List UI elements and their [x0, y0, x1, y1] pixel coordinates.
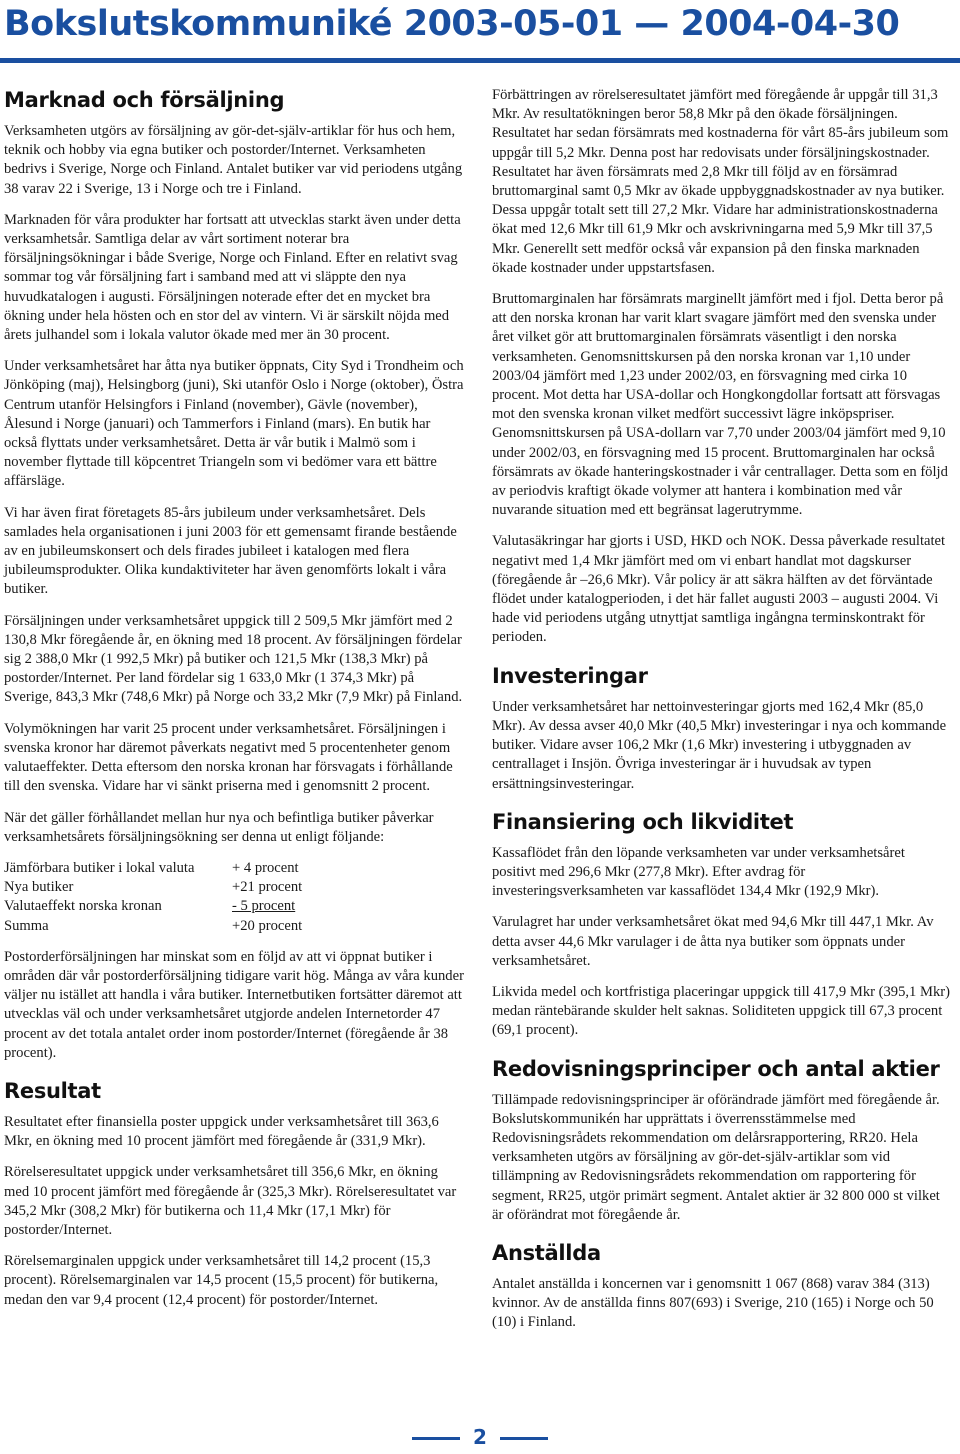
footer-rule-left — [412, 1437, 460, 1440]
paragraph: Likvida medel och kortfristiga placeringar uppgick till 417,9 Mkr (395,1 Mkr) medan räntebärande skulder helt saknas. Soliditeten uppgick till 67,3 procent (69,1 procent). — [492, 983, 950, 1039]
table-cell-value: +20 procent — [232, 917, 303, 934]
paragraph: Bruttomarginalen har försämrats marginellt jämfört med i fjol. Detta beror på att den norska kronan har varit klart svagare jämfört med den svenska under året vilket gör att bruttomarginalen försämrats väsentligt i den norska verksamheten. Genomsnittskursen på den norska kronan var 1,10 under 2003/04 jämfört med 1,23 under 2002/03, en försvagning med cirka 10 procent. Mot detta har USA-dollar och Hongkongdollar fortsatt att försvagas mot den svenska kronan vilket medfört successivt lägre inköpspriser. Genomsnittskursen på USA-dollarn var 7,70 under 2003/04 jämfört med 9,10 under 2002/03, en försvagning med 15 procent. Bruttomarginalen har också försämrats av ökade hanteringskostnader i vår centrallager. Detta som en följd av periodvis kraftigt ökade volymer att hantera i kombination med vår nuvarande situation med ett begränsat lagerutrymme. — [492, 291, 948, 519]
paragraph: Resultatet efter finansiella poster uppgick under verksamhetsåret till 363,6 Mkr, en ökning med 10 procent jämfört med föregående år (331,9 Mkr). — [4, 1113, 439, 1150]
paragraph: Verksamheten utgörs av försäljning av gör-det-själv-artiklar för hus och hem, teknik och hobby via egna butiker och postorder/Internet. Verksamheten bedrivs i Sverige, Norge och Finland. Antalet butiker var vid periodens utgång 38 varav 22 i Sverige, 13 i Norge och tre i Finland. — [4, 123, 463, 197]
paragraph: Under verksamhetsåret har åtta nya butiker öppnats, City Syd i Trondheim och Jönköping (maj), Helsingborg (juni), Ski utanför Oslo i Norge (oktober), Östra Centrum utanför Helsingfors i Finland (november), Gävle (november), Ålesund i Norge (januari) och Tammerfors i Finland (mars). En butik har också flyttats under verksamhetsåret. Detta är vår butik i Malmö som i november flyttade till köpcentret Triangeln som vi bedömer vara ett bättre affärsläge. — [4, 358, 464, 490]
paragraph: Kassaflödet från den löpande verksamheten var under verksamhetsåret positivt med 296,6 Mkr (277,8 Mkr). Efter avdrag för investeringsverksamheten var kassaflödet 134,4 Mkr (192,9 Mkr). — [492, 844, 905, 900]
table-cell-label: Valutaeffekt norska kronan — [4, 898, 162, 915]
table-row — [4, 917, 302, 936]
table-cell-label: Summa — [4, 917, 49, 934]
paragraph: Under verksamhetsåret har nettoinvesteringar gjorts med 162,4 Mkr (85,0 Mkr). Av dessa avser 40,0 Mkr (40,5 Mkr) investeringar i nya och kommande butiker. Vidare avser 106,2 Mkr (1,6 Mkr) investering i utbyggnaden av centrallaget i Insjön. Övriga investeringar är i huvudsak av typen ersättningsinvesteringar. — [492, 698, 947, 792]
paragraph: Volymökningen har varit 25 procent under verksamhetsåret. Försäljningen i svenska kronor har däremot påverkats negativt med 5 procentenheter genom valutaeffekter. Detta eftersom den norska kronan har försvagats i förhållande till den svenska. Vidare har vi sänkt priserna med i genomsnitt 2 procent. — [4, 720, 453, 795]
table-cell-label: Jämförbara butiker i lokal valuta — [4, 859, 195, 876]
heading-anstallda: Anställda — [492, 1240, 601, 1265]
heading-marknad: Marknad och försäljning — [4, 88, 285, 112]
paragraph: Postorderförsäljningen har minskat som en följd av att vi öppnat butiker i områden där vår postorderförsäljning tidigare varit hög. Många av våra kunder väljer nu istället att handla i våra butiker. Internetbutiken fortsätter däremot att utvecklas väl och under verksamhetsåret utgjorde andelen Internetorder 47 procent av det totala antalet order inom postorder/Internet (föregående år 38 procent). — [4, 948, 464, 1061]
paragraph: Tillämpade redovisningsprinciper är oförändrade jämfört med föregående år. Bokslutskommunikén har upprättats i överrensstämmelse med Redovisningsrådets rekommendation om delårsrapportering, RR20. Hela verksamheten utgörs av försäljning av gör-det-själv-artiklar som vid tillämpning av Redovisningsrådets rekommendation om rapportering för segment, RR25, utgör primärt segment. Antalet aktier är 32 800 000 st vilket är oförändrat mot föregående år. — [492, 1091, 940, 1223]
paragraph: Valutasäkringar har gjorts i USD, HKD och NOK. Dessa påverkade resultatet negativt med 1,4 Mkr jämfört med om vi enbart handlat mot dagskurser (föregående år –26,6 Mkr). Vår policy är att säkra hälften av det förväntade flödet under katalogperioden, i det här fallet augusti 2003 – augusti 2004. Vi hade vid periodens utgång utnyttjat samtliga ingångna terminskontrakt för perioden. — [492, 533, 946, 646]
table-row — [4, 878, 302, 897]
paragraph: Förbättringen av rörelseresultatet jämfört med föregående år uppgår till 31,3 Mkr. Av resultatökningen beror 58,8 Mkr på den ökade försäljningen. Resultatet har sedan försämrats med kostnaderna för vårt 85-års jubileum som uppgår till 5,2 Mkr. Denna post har redovisats under försäljningskostnader. Resultatet har även försämrats med 2,8 Mkr till följd av en försämrad bruttomarginal samt 0,5 Mkr av ökade uppbyggnadskostnader av nya butiker. Dessa uppgår totalt sett till 27,2 Mkr. Vidare har administrationskostnaderna ökat med 12,6 Mkr till 61,9 Mkr och avskrivningarna med 5,9 Mkr till 37,5 Mkr. Generellt sett medför också vår expansion på den finska marknaden ökade kostnader under uppstartsfasen. — [492, 87, 949, 276]
table-row — [4, 897, 302, 916]
paragraph: Rörelseresultatet uppgick under verksamhetsåret till 356,6 Mkr, en ökning med 10 procent jämfört med föregående år (325,3 Mkr). Rörelseresultatet var 345,2 Mkr (308,2 Mkr) för butikerna och 11,4 Mkr (17,1 Mkr) för postorder/Internet. — [4, 1164, 457, 1238]
paragraph: Marknaden för våra produkter har fortsatt att utvecklas starkt även under detta verksamhetsår. Samtliga delar av vårt sortiment noterar bra försäljningsökningar i både Sverige, Norge och Finland. Efter en relativt svag sommar tog vår försäljning fart i samband med att vi släppte den nya huvudkatalogen i augusti. Försäljningen noterade efter det en mycket bra ökning under hela hösten och en stor del av vintern. Vi är särskilt nöjda med årets julhandel som i lokala valutor ökade med mer än 30 procent. — [4, 211, 461, 344]
table-cell-value: +21 procent — [232, 879, 303, 896]
paragraph: Vi har även firat företagets 85-års jubileum under verksamhetsåret. Dels samlades hela organisationen i juni 2003 för ett gemensamt firande bestående av en jubileumskonsert och dels firades jubileet i katalogen med flera jubileumsprodukter. Olika kundaktiviteter har även genomförts lokalt i våra butiker. — [4, 504, 457, 598]
paragraph: När det gäller förhållandet mellan hur nya och befintliga butiker påverkar verksamhetsårets försäljningsökning ser denna ut enligt följande: — [4, 809, 434, 845]
footer-rule-right — [500, 1437, 548, 1440]
paragraph: Försäljningen under verksamhetsåret uppgick till 2 509,5 Mkr jämfört med 2 130,8 Mkr föregående år, en ökning med 18 procent. Av försäljningen fördelar sig 2 388,0 Mkr (1 992,5 Mkr) på butiker och 121,5 Mkr (138,3 Mkr) på postorder/Internet. Per land fördelar sig 1 633,0 Mkr (1 374,3 Mkr) på Sverige, 843,3 Mkr (748,6 Mkr) på Norge och 33,2 Mkr (7,9 Mkr) på Finland. — [4, 612, 463, 706]
left-column — [4, 86, 464, 1322]
title-rule — [0, 58, 960, 63]
table-row — [4, 859, 302, 878]
heading-finansiering: Finansiering och likviditet — [492, 809, 794, 834]
document-title: Bokslutskommuniké 2003-05-01 — 2004-04-30 — [4, 4, 900, 44]
table-cell-value: - 5 procent — [232, 898, 296, 915]
paragraph: Varulagret har under verksamhetsåret ökat med 94,6 Mkr till 447,1 Mkr. Av detta avser 44,6 Mkr varulager i de åtta nya butiker som öppnats under verksamhetsåret. — [492, 914, 934, 969]
heading-resultat: Resultat — [4, 1078, 101, 1103]
table-cell-value: + 4 procent — [232, 859, 299, 876]
heading-redovisning: Redovisningsprinciper och antal aktier — [492, 1056, 940, 1081]
table-cell-label: Nya butiker — [4, 879, 74, 896]
paragraph: Antalet anställda i koncernen var i genomsnitt 1 067 (868) varav 384 (313) kvinnor. Av de anställda finns 807(693) i Sverige, 210 (165) i Norge och 50 (10) i Finland. — [492, 1275, 934, 1331]
heading-investeringar: Investeringar — [492, 663, 648, 688]
page-number: 2 — [473, 1425, 487, 1449]
sales-growth-table — [4, 859, 302, 936]
right-column — [492, 86, 952, 1345]
paragraph: Rörelsemarginalen uppgick under verksamhetsåret till 14,2 procent (15,3 procent). Rörelsemarginalen var 14,5 procent (15,5 procent) för butikerna, medan den var 9,4 procent (12,4 procent) för postorder/Internet. — [4, 1253, 439, 1308]
